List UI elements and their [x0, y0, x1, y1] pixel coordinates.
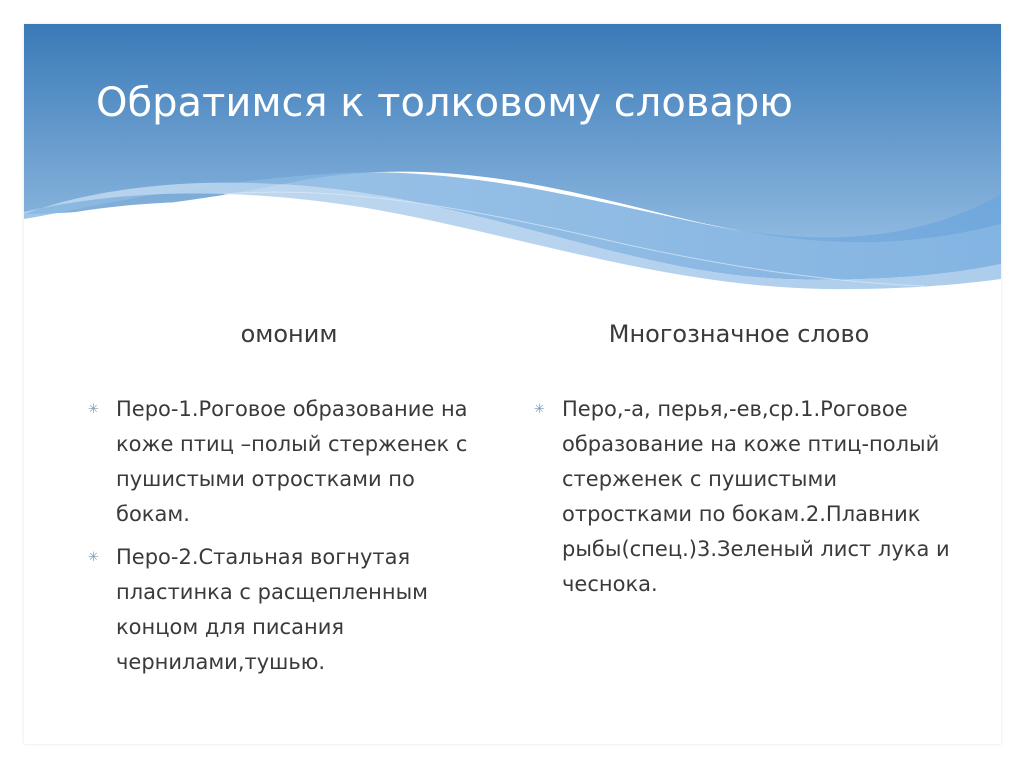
homonym-bullet-list [88, 392, 488, 688]
polysemous-bullet-list [534, 392, 954, 610]
asterisk-bullet-icon: ✳ [88, 402, 99, 417]
header-wave-background [24, 24, 1001, 304]
column-heading-polysemous: Многозначное слово [608, 320, 870, 348]
slide-title: Обратимся к толковому словарю [96, 80, 793, 126]
column-heading-homonym: омоним [240, 320, 338, 348]
slide [24, 24, 1001, 744]
list-item [88, 392, 488, 532]
asterisk-bullet-icon: ✳ [88, 550, 99, 565]
list-item [88, 540, 488, 680]
bullet-text: Перо-2.Стальная вогнутая пластинка с расщепленным концом для писания чернилами,тушью. [116, 545, 429, 674]
list-item [534, 392, 954, 602]
bullet-text: Перо-1.Роговое образование на коже птиц –полый стерженек с пушистыми отростками по бокам. [116, 397, 468, 526]
bullet-text: Перо,-а, перья,-ев,ср.1.Роговое образование на коже птиц-полый стерженек с пушистыми отростками по бокам.2.Плавник рыбы(спец.)3.Зеленый лист лука и чеснока. [562, 397, 950, 596]
asterisk-bullet-icon: ✳ [534, 402, 545, 417]
